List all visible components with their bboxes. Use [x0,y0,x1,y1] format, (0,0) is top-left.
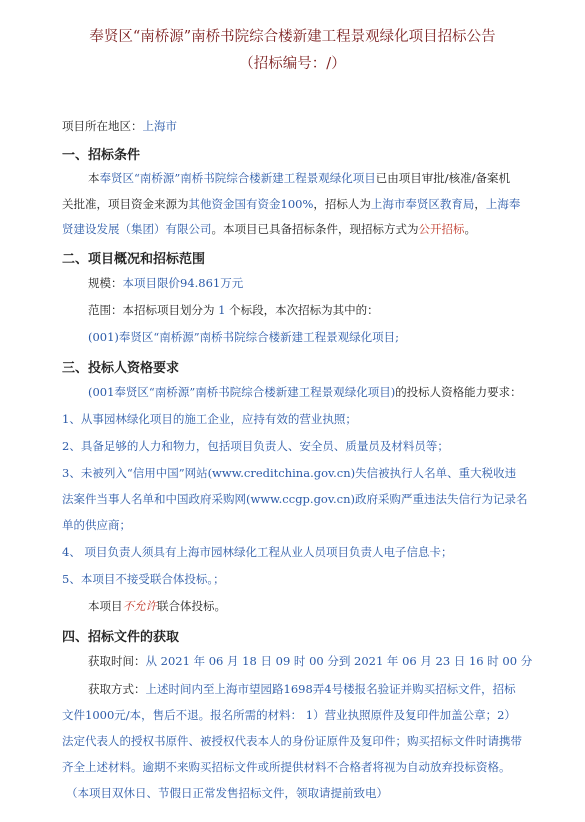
method-text: 上述时间内至上海市望园路1698弄4号楼报名验证并购买招标文件，招标 [145,682,516,696]
s4-method-line-2: 文件1000元/本，售后不退。报名所需的材料： 1）营业执照原件及复印件加盖公章；2） [62,708,516,722]
consortium-text: 联合体投标。 [157,599,226,613]
s3-item-2: 2、具备足够的人力和物力，包括项目负责人、安全员、质量员及材料员等； [62,439,449,453]
s1-text: ， [474,197,486,211]
bid-number-label: （招标编号： [239,56,327,72]
s4-note: （本项目双休日、节假日正常发售招标文件，领取请提前致电） [66,786,388,800]
s1-text: 已由项目审批/核准/备案机 [375,171,511,185]
s3-intro [88,385,522,399]
bid-number-value: / [326,56,332,72]
method-label: 获取方式： [88,682,146,696]
range-lot-count: 1 [218,303,226,317]
s1-tenderer: 上海市奉贤区教育局 [370,197,475,211]
s3-item-1: 1、从事园林绿化项目的施工企业，应持有效的营业执照； [62,412,357,426]
s1-agent: 贤建设发展（集团）有限公司 [62,222,212,236]
s4-method-line-1 [88,682,516,696]
s1-agent: 上海奉 [485,197,521,211]
s3-intro-text: 的投标人资格能力要求： [395,385,522,399]
s4-time [88,654,532,668]
s3-item-3-line-3: 单的供应商； [62,518,131,532]
s1-text: 本 [88,171,100,185]
s2-lot: (001)奉贤区“南桥源”南桥书院综合楼新建工程景观绿化项目; [88,330,400,344]
time-value: 从 2021 年 06 月 18 日 09 时 00 分到 2021 年 06 月 23 日 16 时 00 分 [145,654,533,668]
section-4-heading: 四、招标文件的获取 [62,630,180,645]
s3-lot-name: (001奉贤区“南桥源”南桥书院综合楼新建工程景观绿化项目) [88,385,396,399]
s1-text: 。本项目已具备招标条件，现招标方式为 [211,222,419,236]
s1-line-3 [62,222,476,236]
document-title: 奉贤区“南桥源”南桥书院综合楼新建工程景观绿化项目招标公告 [89,29,496,45]
s1-text: 关批准，项目资金来源为 [62,197,189,211]
s1-line-1 [88,171,510,185]
s3-consortium [88,599,226,613]
s2-range [88,303,379,317]
s1-text: ，招标人为 [313,197,371,211]
s3-item-3-line-2: 法案件当事人名单和中国政府采购网(www.ccgp.gov.cn)政府采购严重违法失信行为记录名 [62,492,528,506]
consortium-value: 不允许 [122,599,157,613]
consortium-text: 本项目 [88,599,123,613]
s4-method-line-4: 齐全上述材料。逾期不来购买招标文件或所提供材料不合格者将视为自动放弃投标资格。 [62,760,511,774]
s1-project-name: 奉贤区“南桥源”南桥书院综合楼新建工程景观绿化项目 [99,171,376,185]
section-2-heading: 二、项目概况和招标范围 [62,252,206,267]
section-1-heading: 一、招标条件 [62,148,141,163]
s3-item-4: 4、 项目负责人须具有上海市园林绿化工程从业人员项目负责人电子信息卡； [62,545,453,559]
project-region [62,119,177,133]
range-text: 范围：本招标项目划分为 [88,303,215,317]
section-3-heading: 三、投标人资格要求 [62,361,180,376]
scale-value: 本项目限价94.861万元 [122,276,244,290]
s1-fund-source: 其他资金国有资金100% [188,197,314,211]
bid-number [0,52,585,73]
s3-item-3-line-1: 3、未被列入“信用中国”网站(www.creditchina.gov.cn)失信被执行人名单、重大税收违 [62,466,517,480]
scale-label: 规模： [88,276,123,290]
s1-line-2 [62,197,520,211]
time-label: 获取时间： [88,654,146,668]
s2-scale [88,276,243,290]
s1-tender-method: 公开招标 [418,222,465,236]
region-value: 上海市 [142,119,177,133]
region-label: 项目所在地区： [62,119,143,133]
s4-method-line-3: 法定代表人的授权书原件、被授权代表本人的身份证原件及复印件；购买招标文件时请携带 [62,734,522,748]
s3-item-5: 5、本项目不接受联合体投标。； [62,572,225,586]
bid-number-close: ） [331,56,346,72]
s1-text: 。 [464,222,476,236]
range-text: 个标段，本次招标为其中的： [229,303,379,317]
